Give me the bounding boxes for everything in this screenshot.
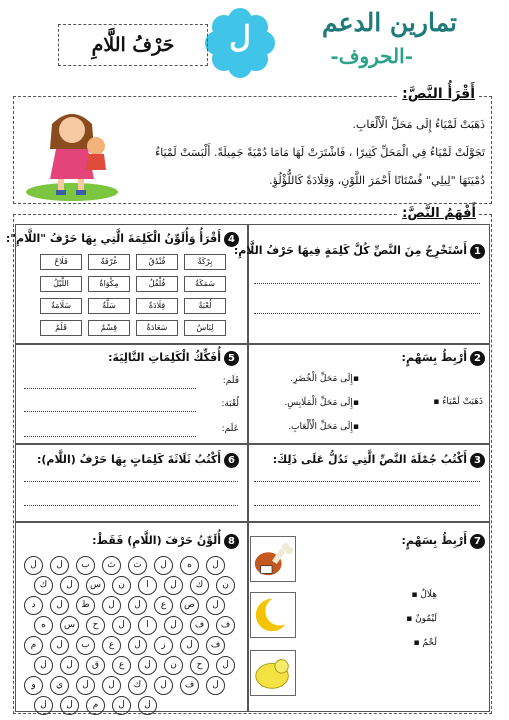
- match-left-item[interactable]: ذَهَبَتْ لَمْيَاءُ ▪: [433, 397, 483, 407]
- decompose-word: عَلَم:: [221, 424, 239, 434]
- letter-circle[interactable]: ل: [112, 616, 131, 635]
- answer-line[interactable]: [254, 283, 480, 284]
- letter-circle[interactable]: ط: [76, 596, 95, 615]
- letter-circle[interactable]: م: [24, 636, 43, 655]
- letter-circle[interactable]: س: [60, 616, 79, 635]
- crescent-moon-image[interactable]: [250, 592, 296, 638]
- letter-circle[interactable]: ف: [190, 616, 209, 635]
- letter-circle[interactable]: ل: [154, 556, 173, 575]
- word-cell[interactable]: قِلَادَةٌ: [136, 298, 178, 314]
- letter-circle[interactable]: ل: [50, 596, 69, 615]
- letter-circle[interactable]: ل: [34, 696, 53, 715]
- letter-circle[interactable]: ل: [180, 636, 199, 655]
- lemon-image[interactable]: [250, 650, 296, 696]
- letter-circle[interactable]: ي: [50, 676, 69, 695]
- answer-line[interactable]: [24, 481, 238, 482]
- question-2-title: [402, 351, 485, 366]
- letter-circle[interactable]: ك: [128, 676, 147, 695]
- reading-line: ذَهَبَتْ لَمْيَاءُ إِلَى مَحَلِّ الْأَلْعَابِ.: [352, 118, 485, 131]
- letter-circle[interactable]: ل: [138, 656, 157, 675]
- question-5-text: أُفَكِّكُ الْكَلِمَاتِ التَّالِيَةَ:: [108, 351, 221, 364]
- letter-circle[interactable]: ف: [180, 676, 199, 695]
- word-cell[interactable]: سَمَكَةٌ: [184, 276, 226, 292]
- question-number: 1: [470, 244, 485, 259]
- letter-circle[interactable]: ل: [206, 556, 225, 575]
- letter-circle[interactable]: س: [86, 576, 105, 595]
- reading-line: تَجَوَّلَتْ لَمْيَاءُ فِي الْمَحَلِّ كَثِيرًا ، فَاشْتَرَتْ لَهَا مَامَا دُمْيَةً جَمِيلَةً. أَلْبَسَتْ لَمْيَاءُ: [155, 146, 485, 159]
- crescent-moon-icon: [251, 593, 295, 637]
- letter-circle[interactable]: ل: [50, 556, 69, 575]
- question-number: 5: [224, 351, 239, 366]
- lemon-icon: [251, 651, 295, 695]
- letter-circle[interactable]: ص: [180, 596, 199, 615]
- match-right-item[interactable]: ▪إِلَى مَحَلِّ الْأَلْعَابِ.: [288, 422, 359, 432]
- question-1-box: [248, 224, 490, 344]
- letter-circle[interactable]: ن: [164, 656, 183, 675]
- letter-circle[interactable]: ن: [112, 576, 131, 595]
- question-1-title: [234, 244, 485, 259]
- match-word[interactable]: هِلَالٌ ▪: [411, 590, 437, 600]
- reading-line: دُمْيَتَهَا "لِيلِي" فُسْتَانًا أَحْمَرَ اللَّوْنِ، وَقِلَادَةً كَاللُّؤْلُؤِ.: [269, 174, 485, 187]
- answer-line[interactable]: [254, 481, 480, 482]
- letter-circle[interactable]: ك: [190, 576, 209, 595]
- letter-circle[interactable]: ع: [154, 596, 173, 615]
- letter-circle[interactable]: ل: [60, 576, 79, 595]
- word-cell[interactable]: لُعْبَةٌ: [184, 298, 226, 314]
- reading-title: أَقْرَأُ النَّصَّ:: [398, 86, 479, 102]
- decompose-word: قَلَم:: [222, 376, 239, 386]
- answer-line[interactable]: [24, 505, 238, 506]
- girl-with-doll-illustration: [22, 104, 122, 202]
- letter-circle[interactable]: ل: [60, 696, 79, 715]
- answer-line[interactable]: [254, 505, 480, 506]
- letter-circle[interactable]: ح: [190, 656, 209, 675]
- answer-line[interactable]: [254, 313, 480, 314]
- letter-circle[interactable]: ع: [102, 636, 121, 655]
- word-cell[interactable]: قِسْمٌ: [88, 320, 130, 336]
- question-8-title: [92, 534, 239, 549]
- letter-circle[interactable]: ل: [206, 676, 225, 695]
- letter-circle[interactable]: ع: [112, 656, 131, 675]
- answer-line[interactable]: [24, 436, 196, 437]
- question-7-title: [402, 534, 485, 549]
- question-8-text: أُلَوِّنُ حَرْفَ (اللَّامِ) فَقَطْ:: [92, 534, 221, 547]
- letter-circle[interactable]: ا: [138, 576, 157, 595]
- question-4-title: [6, 232, 239, 247]
- letter-circle[interactable]: ل: [24, 556, 43, 575]
- question-3-title: [273, 453, 485, 468]
- question-6-text: أَكْتُبُ ثَلَاثَةَ كَلِمَاتٍ بِهَا حَرْفُ (اللَّام):: [36, 453, 221, 466]
- letter-circle[interactable]: م: [86, 696, 105, 715]
- letter-circle[interactable]: ل: [164, 616, 183, 635]
- letter-circle[interactable]: ق: [86, 656, 105, 675]
- word-cell[interactable]: سَلَامَةٌ: [40, 298, 82, 314]
- letter-circle[interactable]: ل: [138, 696, 157, 715]
- question-number: 6: [224, 453, 239, 468]
- match-right-item[interactable]: ▪إِلَى مَحَلِّ الْخُضَرِ.: [290, 374, 359, 384]
- letter-circle[interactable]: ل: [216, 656, 235, 675]
- letter-circle[interactable]: ن: [216, 576, 235, 595]
- letter-name-box: حَرْفُ اللَّامِ: [58, 24, 208, 66]
- letter-circle[interactable]: ك: [34, 576, 53, 595]
- word-cell[interactable]: فَلَاحٌ: [40, 254, 82, 270]
- letter-circle[interactable]: ل: [128, 636, 147, 655]
- answer-line[interactable]: [24, 388, 196, 389]
- word-cell[interactable]: غُرْفَةٌ: [88, 254, 130, 270]
- drumstick-icon: [251, 537, 295, 581]
- worksheet-title: تمارين الدعم: [321, 8, 457, 37]
- letter-circle[interactable]: ا: [138, 616, 157, 635]
- question-number: 4: [224, 232, 239, 247]
- letter-circle[interactable]: ب: [76, 556, 95, 575]
- word-cell[interactable]: سَعَادَةٌ: [136, 320, 178, 336]
- answer-line[interactable]: [24, 411, 196, 412]
- letter-circle[interactable]: د: [24, 596, 43, 615]
- match-word[interactable]: لَحْمٌ ▪: [413, 638, 437, 648]
- word-cell[interactable]: فُلْفُلٌ: [136, 276, 178, 292]
- word-cell[interactable]: فُنْدُقٌ: [136, 254, 178, 270]
- letter-circle[interactable]: ل: [60, 656, 79, 675]
- letter-circle[interactable]: ل: [206, 596, 225, 615]
- word-cell[interactable]: بِرْكَةٌ: [184, 254, 226, 270]
- letter-circle[interactable]: ل: [112, 696, 131, 715]
- worksheet-subtitle: -الحروف-: [330, 44, 413, 68]
- word-cell[interactable]: قَلَمٌ: [40, 320, 82, 336]
- letter-circle[interactable]: ل: [164, 576, 183, 595]
- letter-circle[interactable]: ل: [128, 596, 147, 615]
- flower-letter: ل: [229, 20, 251, 55]
- letter-circle[interactable]: و: [24, 676, 43, 695]
- letter-circle[interactable]: ت: [128, 556, 147, 575]
- letter-circle[interactable]: ب: [76, 636, 95, 655]
- letter-circle[interactable]: ل: [102, 596, 121, 615]
- letter-circle[interactable]: ل: [76, 676, 95, 695]
- letter-circle[interactable]: ل: [102, 676, 121, 695]
- letter-circle[interactable]: ف: [206, 636, 225, 655]
- letter-flower-badge: [205, 8, 275, 78]
- match-word[interactable]: لَيْمُونٌ ▪: [406, 614, 437, 624]
- letter-circle[interactable]: ه: [34, 616, 53, 635]
- question-3-text: أَكْتُبُ جُمْلَةَ النَّصِّ الَّتِي تَدُلُّ عَلَى ذَلِكَ:: [272, 453, 467, 466]
- question-5-title: [108, 351, 239, 366]
- word-cell[interactable]: لِبَاسٌ: [184, 320, 226, 336]
- question-2-text: أَرْبِطُ بِسَهْمٍ:: [401, 351, 467, 364]
- question-7-text: أَرْبِطُ بِسَهْمٍ:: [401, 534, 467, 547]
- question-1-text: أَسْتَخْرِجُ مِنَ النَّصِّ كُلَّ كَلِمَةٍ فِيهَا حَرْفُ اللَّامِ:: [233, 244, 467, 257]
- match-right-item[interactable]: ▪إِلَى مَحَلِّ الْمَلَابِسِ.: [284, 398, 359, 408]
- letter-circle[interactable]: ث: [102, 556, 121, 575]
- word-cell[interactable]: مِكْوَاةٌ: [88, 276, 130, 292]
- question-6-title: [37, 453, 239, 468]
- letter-circle[interactable]: ل: [50, 636, 69, 655]
- question-4-text: أَقْرَأُ وَأُلَوِّنُ الْكَلِمَةَ الَّتِي بِهَا حَرْفُ "اللَّامِ":: [5, 232, 221, 245]
- question-number: 2: [470, 351, 485, 366]
- question-number: 3: [470, 453, 485, 468]
- meat-drumstick-image[interactable]: [250, 536, 296, 582]
- letter-circle[interactable]: ز: [154, 636, 173, 655]
- word-cell[interactable]: اللَّيْلُ: [40, 276, 82, 292]
- decompose-word: لُعْبَة:: [221, 399, 239, 409]
- question-number: 7: [470, 534, 485, 549]
- understanding-title: أَفْهَمُ النَّصَّ:: [399, 206, 479, 221]
- letter-circle[interactable]: ل: [154, 676, 173, 695]
- letter-circle[interactable]: ف: [216, 616, 235, 635]
- word-cell[interactable]: سَلَّةٌ: [88, 298, 130, 314]
- letter-circle[interactable]: ح: [86, 616, 105, 635]
- question-number: 8: [224, 534, 239, 549]
- letter-circle[interactable]: ه: [180, 556, 199, 575]
- letter-circle[interactable]: ل: [34, 656, 53, 675]
